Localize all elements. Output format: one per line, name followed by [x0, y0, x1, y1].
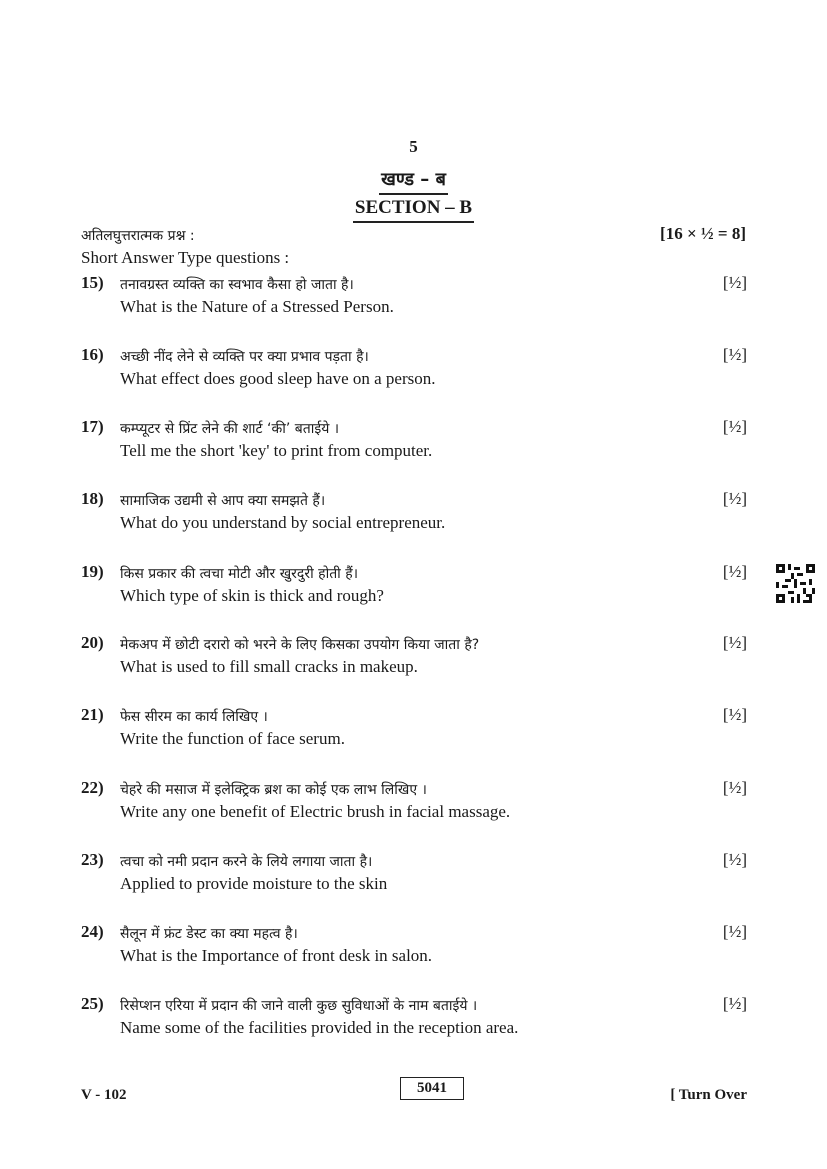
- question-text-hindi: कम्प्यूटर से प्रिंट लेने की शार्ट ‘की’ बताईये ।: [120, 421, 340, 437]
- question-text-english: Which type of skin is thick and rough?: [120, 586, 384, 605]
- question-marks: [½]: [722, 417, 747, 436]
- question-text-hindi: त्वचा को नमी प्रदान करने के लिये लगाया जाता है।: [120, 854, 373, 870]
- question-number: 16): [81, 345, 104, 364]
- section-heading-english: [0, 197, 827, 219]
- question-19: [81, 562, 747, 610]
- question-23: [81, 850, 747, 898]
- question-text-english: Write the function of face serum.: [120, 729, 345, 748]
- question-text-english: What effect does good sleep have on a person.: [120, 369, 436, 388]
- total-marks: [16 × ½ = 8]: [660, 224, 746, 243]
- section-heading-english-text: SECTION – B: [353, 197, 474, 223]
- question-text-english: What is the Importance of front desk in salon.: [120, 946, 433, 965]
- question-25: [81, 994, 747, 1042]
- question-16: [81, 345, 747, 393]
- section-heading-hindi-text: खण्ड – ब: [379, 169, 448, 195]
- question-text-english: Name some of the facilities provided in the reception area.: [120, 1018, 519, 1037]
- question-text-english: What is the Nature of a Stressed Person.: [120, 297, 394, 316]
- question-number: 17): [81, 417, 104, 436]
- question-17: [81, 417, 747, 465]
- question-text-english: Applied to provide moisture to the skin: [120, 874, 388, 893]
- question-text-hindi: फेस सीरम का कार्य लिखिए ।: [120, 709, 268, 725]
- question-number: 23): [81, 850, 104, 869]
- question-marks: [½]: [722, 922, 747, 941]
- question-paper-number: 5041: [400, 1077, 464, 1100]
- question-text-english: What is used to fill small cracks in makeup.: [120, 657, 418, 676]
- question-text-hindi: सैलून में फ्रंट डेस्ट का क्या महत्व है।: [120, 926, 298, 942]
- question-24: [81, 922, 747, 970]
- question-20: [81, 633, 747, 681]
- question-marks: [½]: [722, 778, 747, 797]
- paper-code: V - 102: [81, 1087, 127, 1103]
- question-21: [81, 705, 747, 753]
- question-marks: [½]: [722, 705, 747, 724]
- section-heading-hindi: [0, 167, 827, 191]
- question-number: 19): [81, 562, 104, 581]
- question-number: 18): [81, 489, 104, 508]
- question-22: [81, 778, 747, 826]
- question-number: 22): [81, 778, 104, 797]
- question-15: [81, 273, 747, 321]
- instructions-hindi: अतिलघुत्तरात्मक प्रश्न :: [81, 228, 195, 244]
- qr-code-icon: [776, 564, 815, 603]
- question-text-hindi: चेहरे की मसाज में इलेक्ट्रिक ब्रश का कोई एक लाभ लिखिए ।: [120, 782, 427, 798]
- question-text-hindi: रिसेप्शन एरिया में प्रदान की जाने वाली कुछ सुविधाओं के नाम बताईये ।: [120, 998, 478, 1014]
- question-text-english: Tell me the short 'key' to print from computer.: [120, 441, 433, 460]
- question-marks: [½]: [722, 273, 747, 292]
- question-text-hindi: अच्छी नींद लेने से व्यक्ति पर क्या प्रभाव पड़ता है।: [120, 349, 369, 365]
- question-marks: [½]: [722, 850, 747, 869]
- question-marks: [½]: [722, 345, 747, 364]
- question-text-english: What do you understand by social entrepreneur.: [120, 513, 446, 532]
- question-marks: [½]: [722, 633, 747, 652]
- question-number: 25): [81, 994, 104, 1013]
- question-18: [81, 489, 747, 537]
- question-marks: [½]: [722, 994, 747, 1013]
- page-number: 5: [409, 137, 418, 156]
- question-marks: [½]: [722, 562, 747, 581]
- question-number: 24): [81, 922, 104, 941]
- question-text-hindi: तनावग्रस्त व्यक्ति का स्वभाव कैसा हो जाता है।: [120, 277, 354, 293]
- question-text-hindi: सामाजिक उद्यमी से आप क्या समझते हैं।: [120, 493, 326, 509]
- question-number: 21): [81, 705, 104, 724]
- question-marks: [½]: [722, 489, 747, 508]
- question-text-hindi: मेकअप में छोटी दरारो को भरने के लिए किसका उपयोग किया जाता है?: [120, 637, 480, 653]
- question-number: 20): [81, 633, 104, 652]
- question-text-english: Write any one benefit of Electric brush in facial massage.: [120, 802, 511, 821]
- question-text-hindi: किस प्रकार की त्वचा मोटी और खुरदुरी होती हैं।: [120, 566, 358, 582]
- question-number: 15): [81, 273, 104, 292]
- instructions-english: Short Answer Type questions :: [81, 248, 290, 267]
- turn-over-label: [ Turn Over: [670, 1087, 747, 1103]
